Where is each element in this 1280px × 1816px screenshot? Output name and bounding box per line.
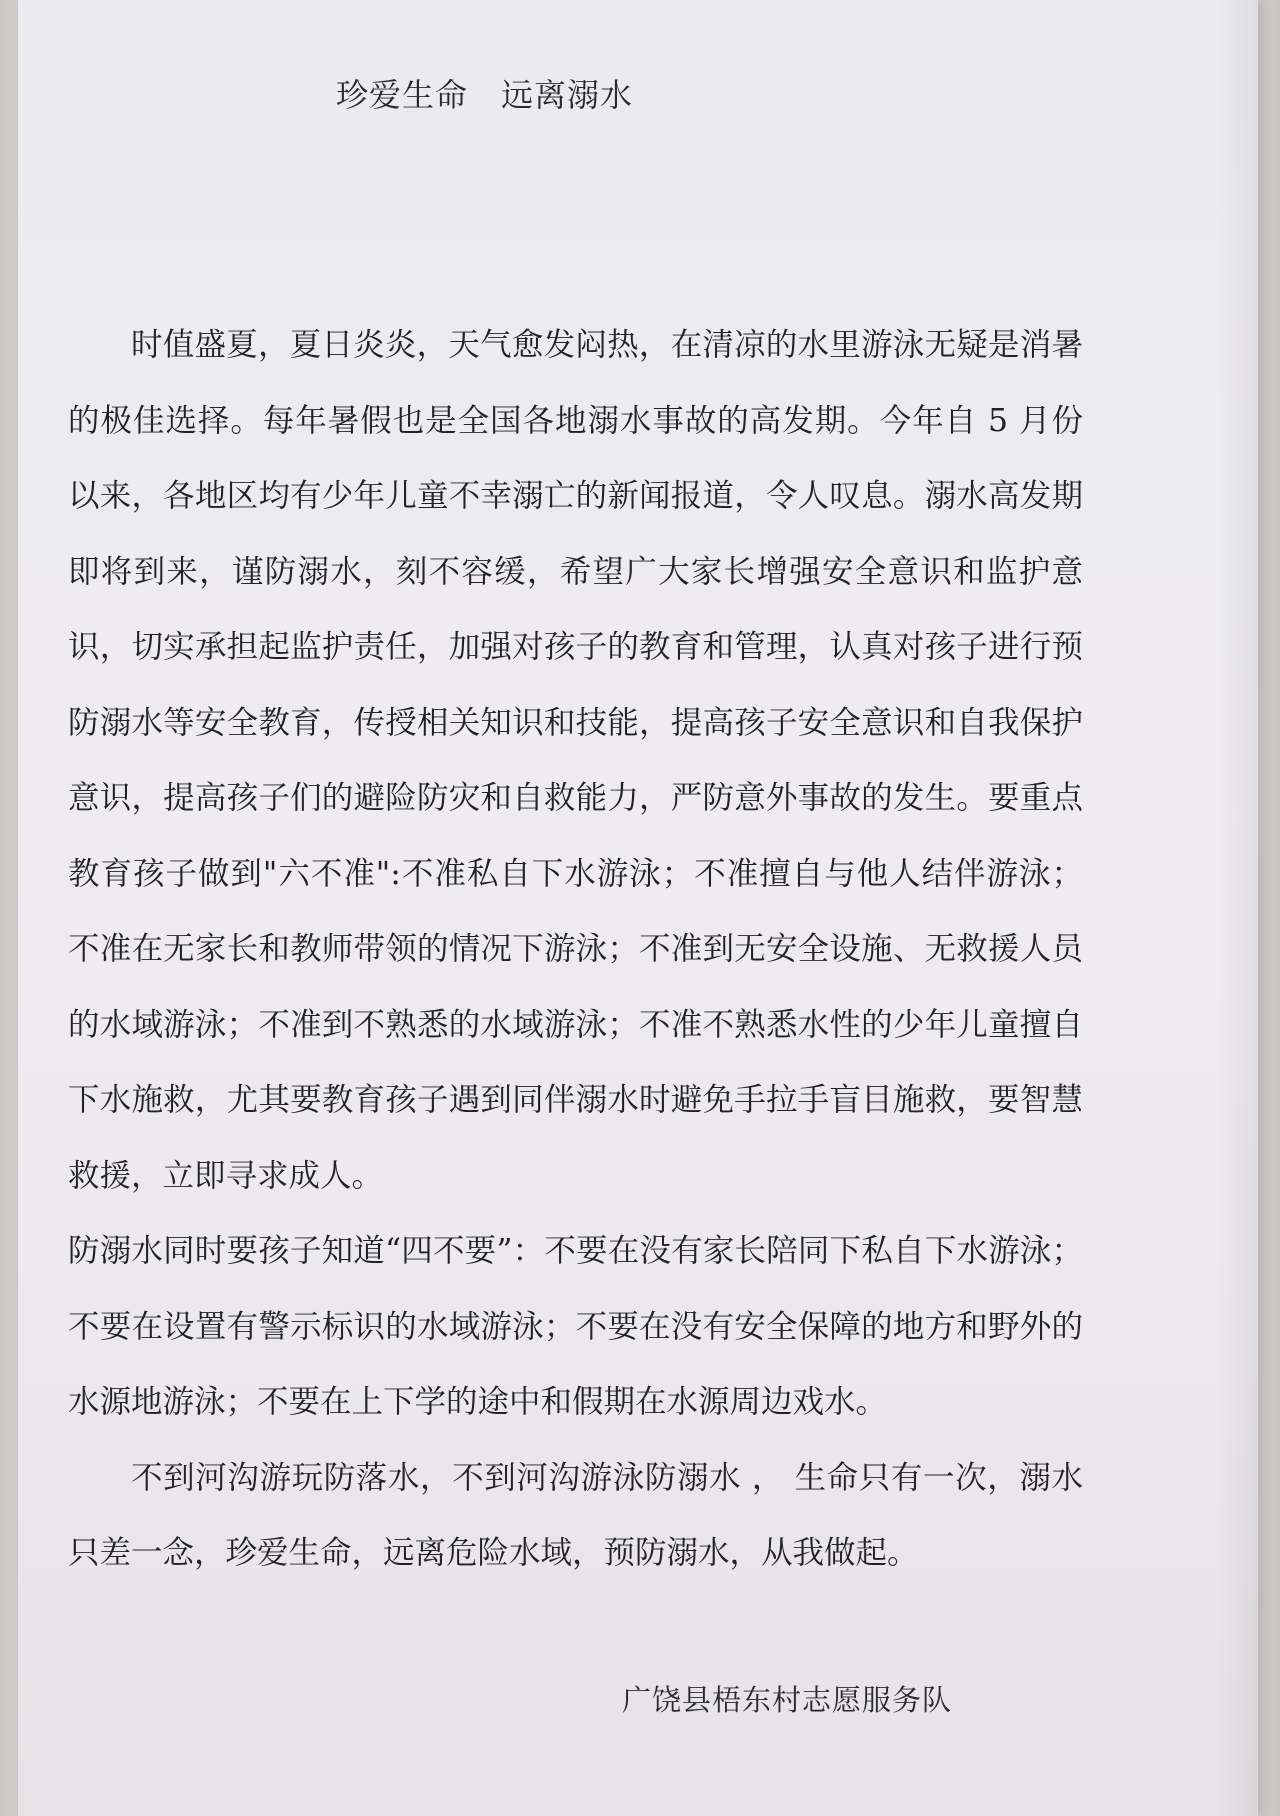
- paper-sheet: [18, 0, 1258, 1816]
- paragraph-3: 不到河沟游玩防落水，不到河沟游泳防溺水 ， 生命只有一次，溺水只差一念，珍爱生命，远离危险水域，预防溺水，从我做起。: [68, 1459, 1083, 1571]
- paragraph-1: 时值盛夏，夏日炎炎，天气愈发闷热，在清凉的水里游泳无疑是消暑的极佳选择。每年暑假也是全国各地溺水事故的高发期。今年自 5 月份以来，各地区均有少年儿童不幸溺亡的新闻报道，令人叹息。溺水高发期即将到来，谨防溺水，刻不容缓，希望广大家长增强安全意识和监护意识，切实承担起监护责任，加强对孩子的教育和管理，认真对孩子进行预防溺水等安全教育，传授相关知识和技能，提高孩子安全意识和自我保护意识，提高孩子们的避险防灾和自救能力，严防意外事故的发生。要重点教育孩子做到"六不准":不准私自下水游泳；不准擅自与他人结伴游泳；不准在无家长和教师带领的情况下游泳；不准到无安全设施、无救援人员的水域游泳；不准到不熟悉的水域游泳；不准不熟悉水性的少年儿童擅自下水施救，尤其要教育孩子遇到同伴溺水时避免手拉手盲目施救，要智慧救援，立即寻求成人。: [68, 327, 1083, 1194]
- signature: 广饶县梧东村志愿服务队: [622, 1683, 953, 1717]
- paragraph-2: 防溺水同时要孩子知道“四不要”：不要在没有家长陪同下私自下水游泳；不要在设置有警示标识的水域游泳；不要在没有安全保障的地方和野外的水源地游泳；不要在上下学的途中和假期在水源周边戏水。: [68, 1233, 1083, 1420]
- document-body: [68, 308, 1083, 1592]
- document-title: 珍爱生命 远离溺水: [336, 76, 634, 114]
